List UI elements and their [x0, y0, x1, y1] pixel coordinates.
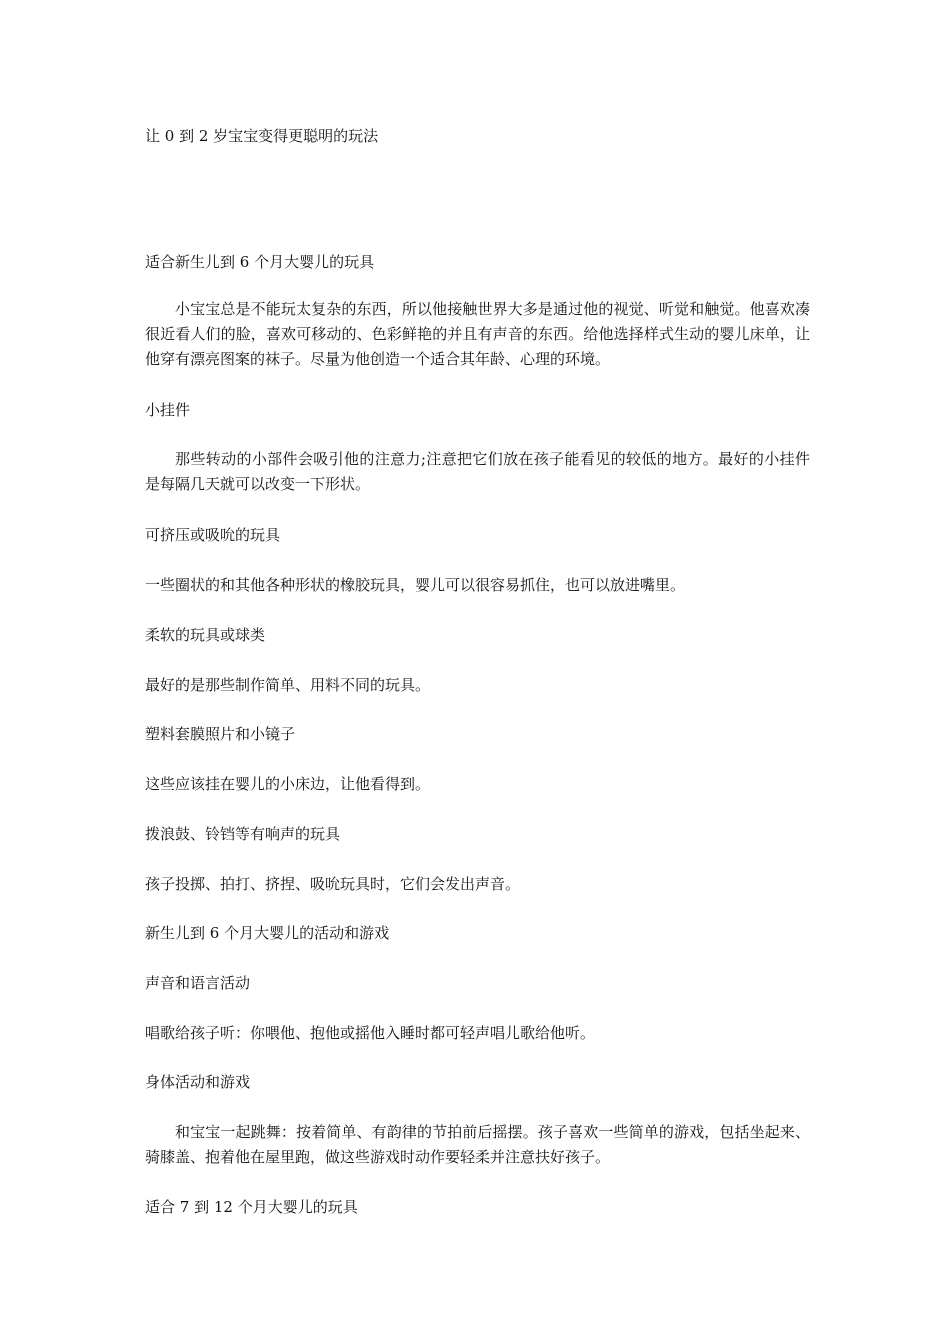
- heading-physical-activities: 身体活动和游戏: [145, 1073, 251, 1091]
- section-heading-newborn-activities: 新生儿到 6 个月大婴儿的活动和游戏: [145, 924, 390, 942]
- paragraph-newborn-intro: 小宝宝总是不能玩太复杂的东西，所以他接触世界大多是通过他的视觉、听觉和触觉。他喜欢凑很近看人们的脸，喜欢可移动的、色彩鲜艳的并且有声音的东西。给他选择样式生动的婴儿床单，让他穿有漂亮图案的袜子。尽量为他创造一个适合其年龄、心理的环境。: [145, 300, 810, 368]
- heading-mobiles: 小挂件: [145, 401, 191, 419]
- document-title: 让 0 到 2 岁宝宝变得更聪明的玩法: [145, 127, 379, 145]
- heading-sound-language: 声音和语言活动: [145, 974, 251, 992]
- heading-photos-mirrors: 塑料套膜照片和小镜子: [145, 725, 296, 743]
- heading-rattles: 拨浪鼓、铃铛等有响声的玩具: [145, 825, 341, 843]
- text-photos-mirrors: 这些应该挂在婴儿的小床边，让他看得到。: [145, 775, 431, 793]
- text-soft-toys: 最好的是那些制作简单、用料不同的玩具。: [145, 676, 431, 694]
- section-heading-7-12-months-toys: 适合 7 到 12 个月大婴儿的玩具: [145, 1198, 358, 1216]
- paragraph-mobiles: 那些转动的小部件会吸引他的注意力;注意把它们放在孩子能看见的较低的地方。最好的小挂件是每隔几天就可以改变一下形状。: [145, 450, 810, 493]
- heading-soft-toys: 柔软的玩具或球类: [145, 626, 266, 644]
- text-squeeze-toys: 一些圈状的和其他各种形状的橡胶玩具，婴儿可以很容易抓住，也可以放进嘴里。: [145, 576, 686, 594]
- section-heading-newborn-toys: 适合新生儿到 6 个月大婴儿的玩具: [145, 253, 375, 271]
- text-sound-language: 唱歌给孩子听：你喂他、抱他或摇他入睡时都可轻声唱儿歌给他听。: [145, 1024, 596, 1042]
- paragraph-physical-activities: 和宝宝一起跳舞：按着简单、有韵律的节拍前后摇摆。孩子喜欢一些简单的游戏，包括坐起来、骑膝盖、抱着他在屋里跑，做这些游戏时动作要轻柔并注意扶好孩子。: [145, 1123, 810, 1166]
- heading-squeeze-toys: 可挤压或吸吮的玩具: [145, 526, 281, 544]
- text-rattles: 孩子投掷、拍打、挤捏、吸吮玩具时，它们会发出声音。: [145, 875, 521, 893]
